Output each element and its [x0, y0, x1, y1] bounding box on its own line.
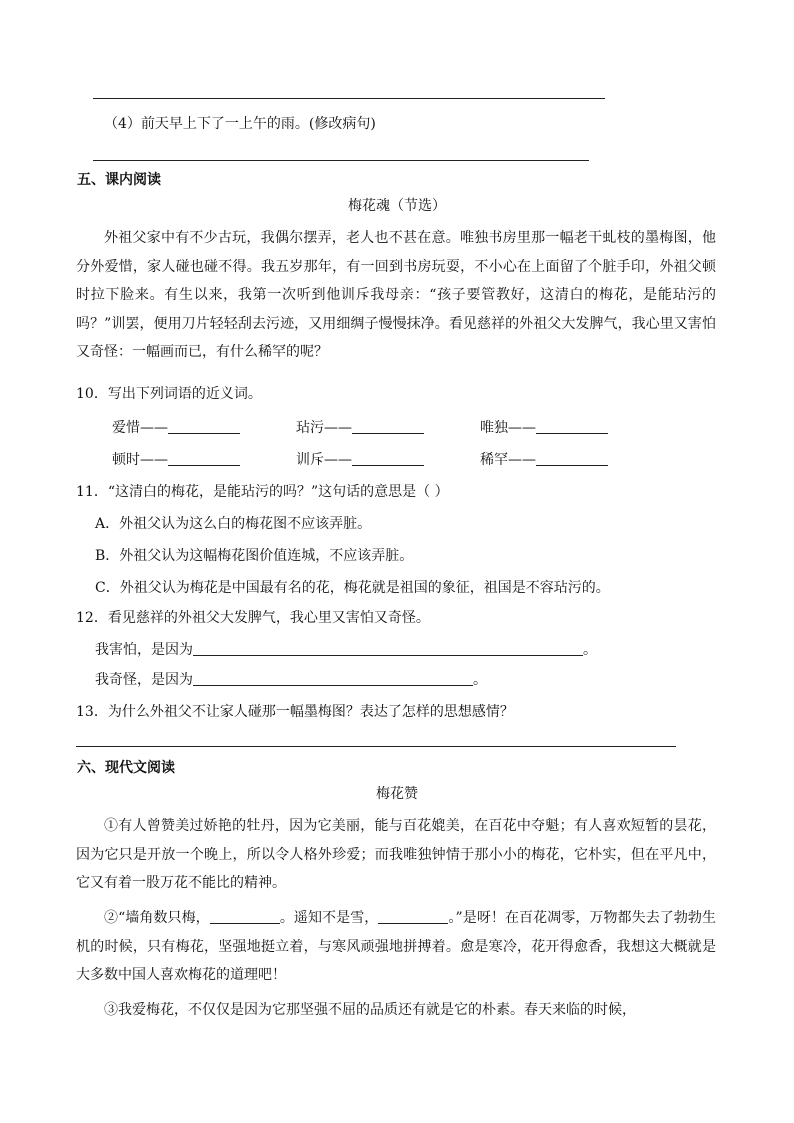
- period: 。: [473, 672, 487, 688]
- section-5-heading: 五、课内阅读: [77, 172, 161, 188]
- answer-line-q4[interactable]: [93, 160, 589, 161]
- question-12b-label: 我奇怪，是因为: [95, 672, 193, 688]
- synonym-word: 训斥——: [296, 452, 352, 468]
- poem-blank-1[interactable]: [210, 909, 280, 924]
- synonym-blank[interactable]: [536, 451, 608, 466]
- synonym-blank[interactable]: [352, 451, 424, 466]
- answer-blank-12a[interactable]: [193, 641, 583, 656]
- question-12a-label: 我害怕，是因为: [95, 642, 193, 658]
- paragraph-1: ①有人曾赞美过娇艳的牡丹，因为它美丽，能与百花媲美，在百花中夺魁；有人喜欢短暂的昙花，因为它只是开放一个晚上，所以令人格外珍爱；而我唯独钟情于那小小的梅花，它朴实，但在平凡中，它又有着一股万花不能比的精神。: [76, 818, 716, 891]
- paragraph-2-part-2: 。遥知不是雪，: [279, 910, 379, 926]
- answer-blank-12b[interactable]: [193, 671, 473, 686]
- synonym-word: 顿时——: [112, 452, 168, 468]
- synonym-blank[interactable]: [168, 419, 240, 434]
- paragraph-2-part-3: 。”是呀！在百花凋零，万物都失去了勃勃生机的时候，只有梅花，坚强地挺立着，与寒风顽强地拼搏着。愈是寒冷，花开得愈香，我想这大概就是大多数中国人喜欢梅花的道理吧！: [76, 910, 716, 983]
- paragraph-2-part-1: ②“墙角数只梅，: [104, 910, 210, 926]
- synonym-word: 爱惜——: [112, 420, 168, 436]
- question-12a: [95, 640, 597, 660]
- option-11a[interactable]: A．外祖父认为这么白的梅花图不应该弄脏。: [95, 516, 372, 532]
- synonym-word: 唯独——: [480, 420, 536, 436]
- period: 。: [583, 642, 597, 658]
- question-12: 12．看见慈祥的外祖父大发脾气，我心里又害怕又奇怪。: [76, 610, 430, 626]
- question-12b: [95, 670, 487, 690]
- synonym-item: [112, 450, 240, 470]
- synonym-blank[interactable]: [168, 451, 240, 466]
- paragraph-2: [76, 904, 716, 990]
- option-11c[interactable]: C．外祖父认为梅花是中国最有名的花，梅花就是祖国的象征，祖国是不容玷污的。: [95, 580, 610, 596]
- question-4: （4）前天早上下了一上午的雨。(修改病句): [104, 116, 376, 132]
- answer-line-q3[interactable]: [93, 98, 605, 99]
- synonym-blank[interactable]: [536, 419, 608, 434]
- option-11b[interactable]: B．外祖父认为这幅梅花图价值连城，不应该弄脏。: [95, 548, 414, 564]
- question-10: 10．写出下列词语的近义词。: [76, 386, 262, 402]
- passage-title-meihuazan: 梅花赞: [376, 786, 418, 802]
- answer-line-q13[interactable]: [76, 746, 676, 747]
- question-13: 13．为什么外祖父不让家人碰那一幅墨梅图？表达了怎样的思想感情？: [76, 704, 514, 720]
- synonym-item: [296, 450, 424, 470]
- synonym-word: 稀罕——: [480, 452, 536, 468]
- synonym-item: [480, 450, 608, 470]
- synonym-item: [296, 418, 424, 438]
- question-11: 11．“这清白的梅花，是能玷污的吗？”这句话的意思是（ ）: [76, 484, 449, 500]
- passage-title-meihuahun: 梅花魂（节选）: [348, 198, 446, 214]
- passage-meihuahun: 外祖父家中有不少古玩，我偶尔摆弄，老人也不甚在意。唯独书房里那一幅老干虬枝的墨梅图，他分外爱惜，家人碰也碰不得。我五岁那年，有一回到书房玩耍，不小心在上面留了个脏手印，外祖父顿时拉下脸来。有生以来，我第一次听到他训斥我母亲：“孩子要管教好，这清白的梅花，是能玷污的吗？”训罢，便用刀片轻轻刮去污迹，又用细绸子慢慢抹净。看见慈祥的外祖父大发脾气，我心里又害怕又奇怪：一幅画而已，有什么稀罕的呢？: [76, 230, 716, 360]
- synonym-item: [480, 418, 608, 438]
- synonym-blank[interactable]: [352, 419, 424, 434]
- synonym-word: 玷污——: [296, 420, 352, 436]
- synonym-item: [112, 418, 240, 438]
- poem-blank-2[interactable]: [378, 909, 448, 924]
- section-6-heading: 六、现代文阅读: [77, 760, 175, 776]
- paragraph-3: ③我爱梅花，不仅仅是因为它那坚强不屈的品质还有就是它的朴素。春天来临的时候，: [104, 1002, 636, 1018]
